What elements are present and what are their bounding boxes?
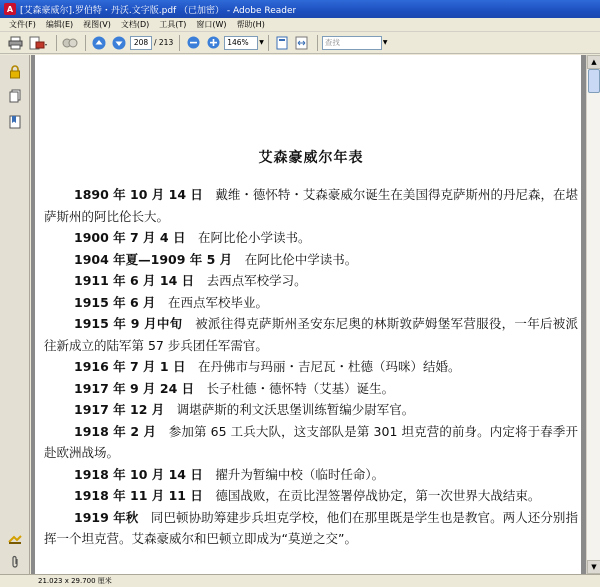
chevron-down-icon: ▼ [591,563,597,571]
chronology-entry [44,356,578,378]
bookmarks-button[interactable] [6,113,24,131]
pages-button[interactable] [6,87,24,105]
arrow-down-icon [112,36,126,50]
entry-text: 在西点军校毕业。 [155,294,269,310]
zoom-value: 146% [227,38,249,47]
entry-date: 1917 年 12 月 [74,402,165,417]
entry-text: 被派往得克萨斯州圣安东尼奥的林斯敦萨姆堡军营服役，一年后被派往新成立的陆军第 57 步兵团任军需官。 [44,316,578,353]
zoom-in-button[interactable] [204,34,222,52]
toolbar-separator [317,35,318,51]
adobe-reader-icon: A [4,3,16,15]
next-page-button[interactable] [110,34,128,52]
fit-page-icon [276,36,288,50]
menu-file[interactable]: 文件(F) [9,20,36,29]
entry-date: 1915 年 9 月中旬 [74,316,183,331]
page-content [44,147,578,550]
chronology-entry [44,421,578,464]
chronology-entry [44,292,578,314]
lock-icon [9,65,21,79]
zoom-select[interactable] [224,36,258,50]
chronology-list [44,184,578,550]
entry-text: 长子杜德・德怀特（艾基）诞生。 [194,380,395,396]
fit-width-icon [295,36,308,50]
security-button[interactable] [6,63,24,81]
chevron-down-icon[interactable]: ▼ [382,39,388,46]
entry-date: 1918 年 11 月 11 日 [74,488,203,503]
toolbar-separator [268,35,269,51]
signatures-button[interactable] [6,530,24,548]
status-bar [0,574,600,587]
document-page [35,55,581,574]
collaborate-icon [62,37,78,49]
entry-date: 1900 年 7 月 4 日 [74,230,186,245]
entry-date: 1890 年 10 月 14 日 [74,187,203,202]
scroll-up-button[interactable] [587,55,600,69]
page-number-input[interactable] [130,36,152,50]
chronology-heading: 艾森豪威尔年表 [258,150,364,166]
menu-document[interactable]: 文档(D) [120,20,150,29]
chronology-entry [44,485,578,507]
entry-text: 擢升为暂编中校（临时任命）。 [202,466,385,482]
signature-icon [8,533,22,545]
chronology-entry [44,313,578,356]
zoom-out-icon [187,36,200,49]
entry-text: 调堪萨斯的利文沃思堡训练暂编少尉军官。 [164,402,415,417]
window-title: [艾森豪威尔].罗伯特・丹沃.文字版.pdf （已加密） - Adobe Reader [20,5,297,16]
entry-date: 1904 年夏—1909 年 5 月 [74,251,233,267]
fit-page-button[interactable] [273,34,291,52]
chronology-entry [44,249,578,271]
search-input[interactable] [322,36,382,50]
chronology-entry [44,507,578,550]
entry-date: 1918 年 10 月 14 日 [74,466,203,482]
chronology-entry [44,378,578,400]
attachments-button[interactable] [6,553,24,571]
toolbar-separator [56,35,57,51]
paperclip-icon [10,555,20,569]
print-button[interactable] [6,34,24,52]
entry-text: 戴维・德怀特・艾森豪威尔诞生在美国得克萨斯州的丹尼森，在堪萨斯州的阿比伦长大。 [44,187,578,224]
entry-text: 去西点军校学习。 [194,273,307,288]
page-total: / 213 [154,38,174,47]
toolbar-separator [85,35,86,51]
chronology-entry [44,399,578,421]
document-email-icon [28,36,48,50]
entry-date: 1919 年秋 [74,509,139,525]
chronology-entry [44,270,578,292]
entry-date: 1916 年 7 月 1 日 [74,359,186,374]
bookmark-icon [9,115,21,129]
chevron-down-icon[interactable]: ▼ [259,39,264,46]
chronology-entry [44,464,578,486]
entry-text: 同巴顿协助筹建步兵坦克学校，他们在那里既是学生也是教官。两人还分别指挥一个坦克营。艾森豪威尔和巴顿立即成为“莫逆之交”。 [44,509,578,546]
menu-help[interactable]: 帮助(H) [236,20,265,29]
collaborate-button[interactable] [61,34,79,52]
chevron-up-icon: ▲ [591,58,597,66]
entry-date: 1911 年 6 月 14 日 [74,273,195,288]
chronology-entry [44,227,578,249]
navigation-pane [0,55,30,574]
entry-text: 在阿比伦小学读书。 [185,230,311,245]
entry-date: 1918 年 2 月 [74,423,157,439]
entry-date: 1917 年 9 月 24 日 [74,380,195,396]
menu-view[interactable]: 视图(V) [83,20,111,29]
scroll-down-button[interactable] [587,560,600,574]
search-placeholder: 查找 [324,38,340,47]
email-button[interactable] [26,34,50,52]
entry-text: 德国战败，在贡比涅签署停战协定，第一次世界大战结束。 [202,488,541,503]
menu-bar [0,18,600,32]
zoom-in-icon [207,36,220,49]
vertical-scrollbar[interactable] [586,55,600,574]
document-view[interactable] [31,55,586,574]
fit-width-button[interactable] [293,34,311,52]
menu-tools[interactable]: 工具(T) [159,20,187,29]
scroll-thumb[interactable] [588,69,600,93]
arrow-up-icon [92,36,106,50]
pages-icon [9,89,21,103]
toolbar-separator [179,35,180,51]
chronology-entry [44,184,578,227]
page-size-readout: 21.023 x 29.700 厘米 [38,577,112,585]
zoom-out-button[interactable] [184,34,202,52]
menu-edit[interactable]: 编辑(E) [45,20,74,29]
toolbar [0,32,600,54]
title-bar [0,0,600,18]
page-current: 208 [133,38,149,47]
entry-date: 1915 年 6 月 [74,294,156,310]
entry-text: 参加第 65 工兵大队，这支部队是第 301 坦克营的前身。内定将于春季开赴欧洲战场。 [44,423,578,460]
menu-window[interactable]: 窗口(W) [196,20,227,29]
printer-icon [8,36,23,50]
entry-text: 在丹佛市与玛丽・吉尼瓦・杜德（玛咪）结婚。 [185,359,461,374]
entry-text: 在阿比伦中学读书。 [232,251,358,267]
previous-page-button[interactable] [90,34,108,52]
